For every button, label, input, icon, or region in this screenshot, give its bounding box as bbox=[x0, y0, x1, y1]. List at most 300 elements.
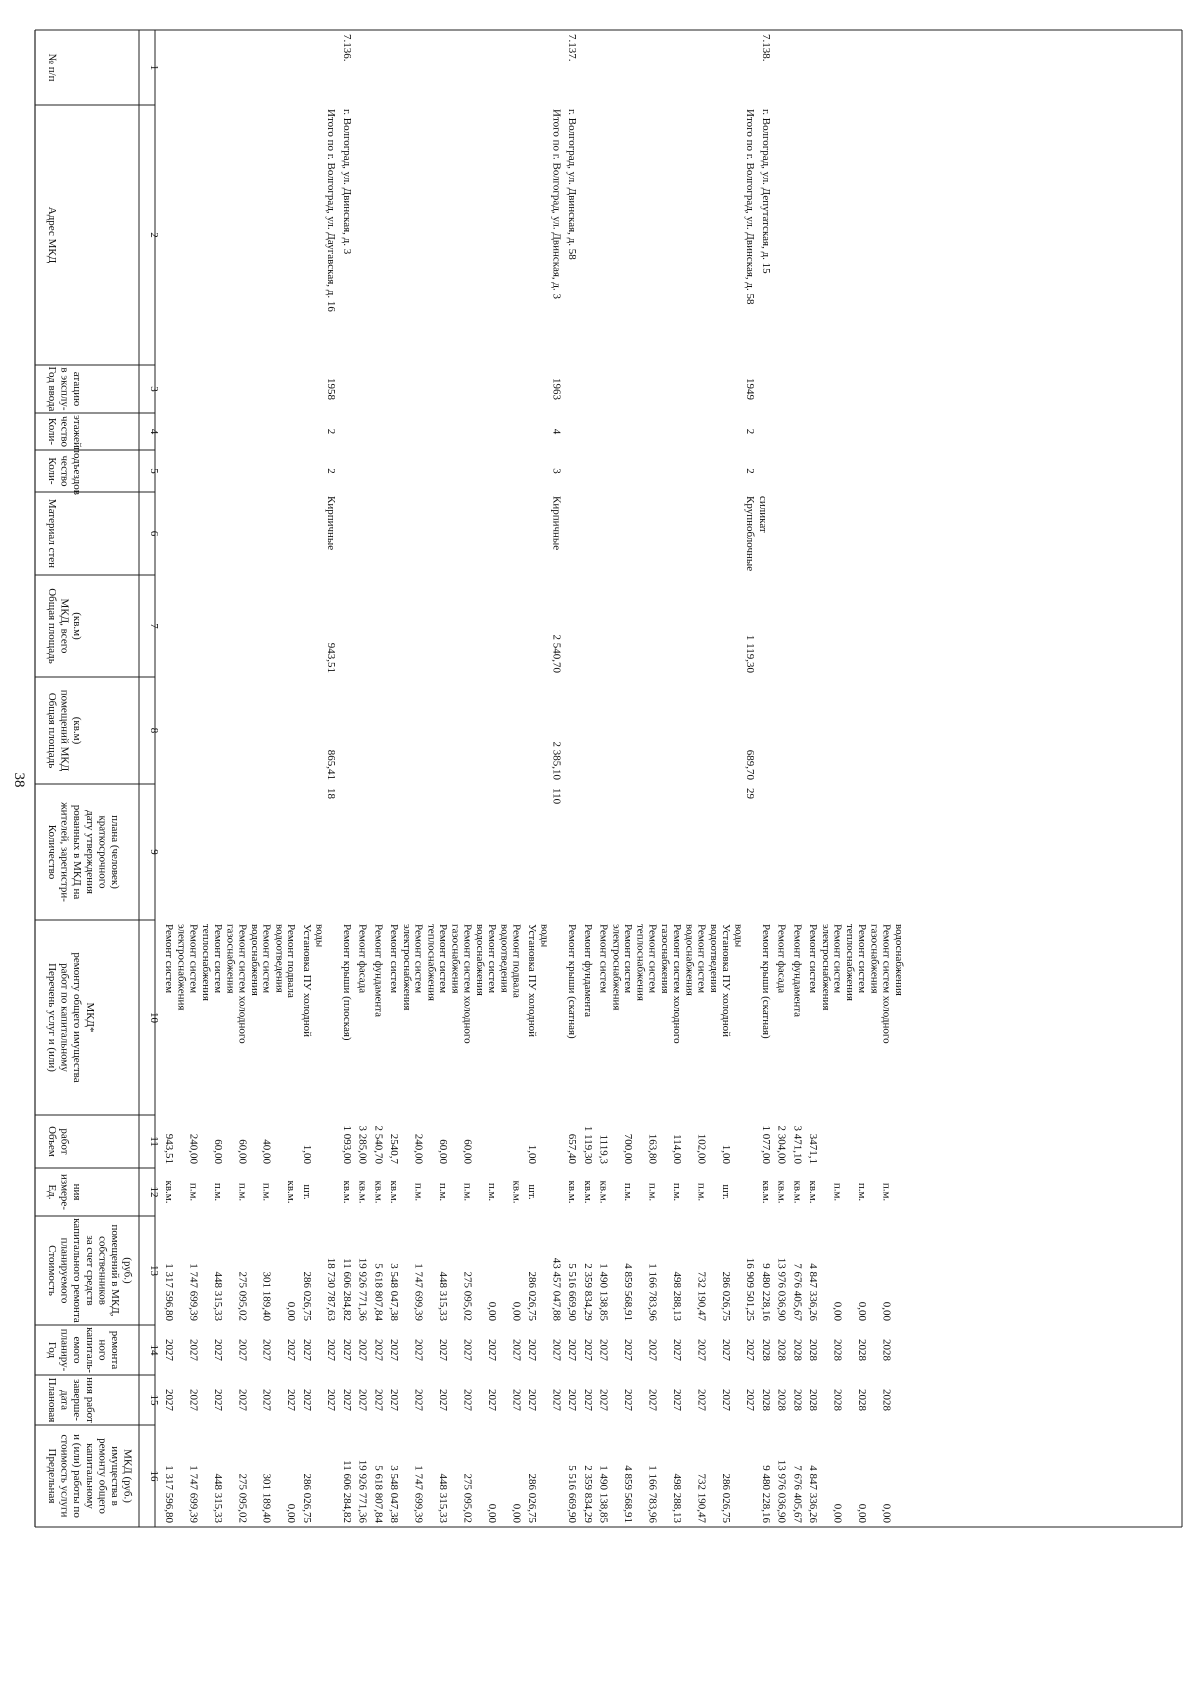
work-item: водоотведения bbox=[273, 924, 286, 993]
cell-value: кв.м. bbox=[775, 1180, 788, 1204]
cell-value: 1958 bbox=[325, 378, 338, 400]
cell-value: 60,00 bbox=[211, 1139, 224, 1164]
column-header: ремонта bbox=[109, 1330, 121, 1370]
cell-text: Кирпичные bbox=[550, 496, 563, 551]
cell-value: шт. bbox=[526, 1184, 539, 1200]
work-item: Ремонт фасада bbox=[775, 924, 788, 994]
cell-value: 275 095,02 bbox=[461, 1271, 474, 1321]
cell-value: 240,00 bbox=[412, 1133, 425, 1164]
cell-value: п.м. bbox=[211, 1182, 224, 1202]
cell-value: шт. bbox=[300, 1184, 313, 1200]
row-number: 7.137. bbox=[566, 34, 579, 62]
work-item: Ремонт систем bbox=[163, 924, 175, 994]
column-number: 13 bbox=[148, 1265, 160, 1276]
cell-value: 2027 bbox=[187, 1339, 200, 1361]
cell-value: 2027 bbox=[510, 1389, 523, 1411]
cell-value: 0,00 bbox=[880, 1301, 893, 1321]
cell-value: 2028 bbox=[807, 1389, 820, 1411]
cell-text: Крупноблочные bbox=[744, 496, 757, 572]
column-header: ремонту общего bbox=[96, 1438, 109, 1514]
work-item: Ремонт подвала bbox=[510, 924, 523, 998]
column-header: имущества в bbox=[109, 1446, 121, 1506]
cell-value: 2027 bbox=[461, 1339, 474, 1361]
work-item: водоотведения bbox=[498, 924, 511, 993]
cell-value: 4 859 568,91 bbox=[622, 1465, 635, 1523]
cell-value: 0,00 bbox=[856, 1503, 868, 1523]
cell-value: 1 490 138,85 bbox=[597, 1263, 610, 1321]
cell-value: 2027 bbox=[300, 1389, 313, 1411]
cell-value: 3 471,10 bbox=[791, 1125, 804, 1164]
cell-value: 1 093,00 bbox=[340, 1125, 353, 1164]
cell-value: 1963 bbox=[550, 378, 563, 400]
cell-value: 2028 bbox=[759, 1339, 772, 1361]
cell-value: 2027 bbox=[719, 1389, 732, 1411]
cell-value: 2027 bbox=[550, 1389, 563, 1411]
cell-value: 13 976 036,90 bbox=[775, 1459, 788, 1523]
cell-value: 2027 bbox=[437, 1389, 450, 1411]
cell-value: 286 026,75 bbox=[300, 1271, 313, 1321]
cell-value: 2027 bbox=[581, 1389, 594, 1411]
column-number: 15 bbox=[148, 1394, 160, 1406]
cell-value: 0,00 bbox=[285, 1301, 298, 1321]
cell-value: 2 bbox=[325, 468, 338, 474]
cell-value: 114,00 bbox=[670, 1134, 683, 1164]
cell-value: 2027 bbox=[372, 1339, 385, 1361]
row-number: 7.138. bbox=[759, 34, 772, 62]
cell-value: 2027 bbox=[646, 1339, 659, 1361]
column-header: измере- bbox=[58, 1174, 71, 1210]
cell-value: 286 026,75 bbox=[719, 1271, 732, 1321]
cell-value: 689,70 bbox=[744, 749, 757, 780]
cell-value: 448 315,33 bbox=[437, 1271, 450, 1321]
column-header: МКД, всего bbox=[58, 598, 71, 654]
cell-value: 13 976 036,90 bbox=[775, 1257, 788, 1321]
cell-value: 2027 bbox=[325, 1339, 338, 1361]
cell-value: 2027 bbox=[719, 1339, 732, 1361]
work-item: Ремонт фундамента bbox=[791, 924, 804, 1018]
cell-value: 275 095,02 bbox=[236, 1473, 249, 1523]
cell-value: 2027 bbox=[236, 1339, 249, 1361]
column-header: емого bbox=[71, 1336, 84, 1364]
cell-value: 2027 bbox=[550, 1339, 563, 1361]
cell-value: 2027 bbox=[356, 1339, 369, 1361]
column-header: рованных в МКД на bbox=[71, 804, 84, 900]
cell-value: 2027 bbox=[325, 1389, 338, 1411]
cell-value: 2 304,00 bbox=[775, 1125, 788, 1164]
cell-value: 110 bbox=[550, 788, 563, 805]
work-item: Ремонт фасада bbox=[356, 924, 369, 994]
cell-value: 2027 bbox=[485, 1339, 498, 1361]
cell-value: п.м. bbox=[437, 1182, 450, 1202]
cell-value: 286 026,75 bbox=[719, 1473, 732, 1523]
column-header: атацию bbox=[71, 371, 84, 407]
cell-value: п.м. bbox=[260, 1182, 273, 1202]
cell-text: силикат bbox=[756, 496, 769, 533]
column-header: (руб.) bbox=[121, 1257, 134, 1284]
cell-value: 2540,7 bbox=[388, 1133, 401, 1164]
address: г. Волгоград, ул. Двинская, д. 3 bbox=[340, 109, 353, 255]
cell-value: кв.м. bbox=[340, 1180, 353, 1204]
address: г. Волгоград, ул. Депутатская, д. 15 bbox=[759, 109, 772, 274]
cell-value: 0,00 bbox=[485, 1301, 498, 1321]
column-header: помещений в МКД, bbox=[109, 1224, 121, 1317]
work-item: электроснабжения bbox=[400, 924, 413, 1011]
work-item: Ремонт систем bbox=[831, 924, 844, 994]
cell-value: 0,00 bbox=[285, 1503, 298, 1523]
work-item: Ремонт систем bbox=[260, 924, 273, 994]
work-item: водоснабжения bbox=[893, 924, 906, 996]
cell-value: 2027 bbox=[566, 1339, 579, 1361]
column-header: Предельная bbox=[46, 1448, 58, 1504]
cell-value: 5 516 669,90 bbox=[566, 1465, 579, 1523]
cell-value: 2 359 834,29 bbox=[581, 1465, 594, 1523]
column-header: Ед. bbox=[46, 1184, 58, 1200]
work-item: Установка ПУ холодной bbox=[526, 924, 539, 1038]
work-item: воды bbox=[313, 924, 326, 948]
cell-value: 2027 bbox=[597, 1339, 610, 1361]
cell-value: 0,00 bbox=[485, 1503, 498, 1523]
work-item: Ремонт крыши (скатная) bbox=[759, 924, 772, 1039]
cell-value: 2027 bbox=[412, 1389, 425, 1411]
cell-value: 19 926 771,36 bbox=[356, 1459, 369, 1523]
column-header: собственников bbox=[96, 1236, 109, 1305]
cell-value: 2027 bbox=[597, 1389, 610, 1411]
cell-value: 1 747 699,39 bbox=[412, 1465, 425, 1523]
column-header: Коли- bbox=[46, 417, 58, 446]
cell-value: 5 516 669,90 bbox=[566, 1263, 579, 1321]
cell-value: кв.м. bbox=[356, 1180, 369, 1204]
column-header: Количество bbox=[46, 824, 58, 880]
column-header: жителей, зарегистри- bbox=[58, 802, 71, 902]
work-item: Ремонт систем холодного bbox=[880, 924, 893, 1044]
cell-value: кв.м. bbox=[510, 1180, 523, 1204]
work-item: Ремонт систем холодного bbox=[236, 924, 249, 1044]
column-header: заверше- bbox=[71, 1379, 84, 1421]
cell-value: 2 540,70 bbox=[550, 634, 563, 673]
work-item: теплоснабжения bbox=[425, 924, 438, 1001]
column-header: плана (человек) bbox=[109, 815, 121, 889]
cell-value: 9 480 228,16 bbox=[759, 1263, 772, 1321]
work-item: Ремонт подвала bbox=[285, 924, 298, 998]
cell-value: кв.м. bbox=[163, 1180, 175, 1204]
column-number: 1 bbox=[148, 64, 160, 71]
cell-value: 1 490 138,85 bbox=[597, 1465, 610, 1523]
column-header: (кв.м) bbox=[71, 716, 84, 745]
work-item: Ремонт систем bbox=[597, 924, 610, 994]
cell-value: 2028 bbox=[880, 1389, 893, 1411]
column-header: за счет средств bbox=[83, 1235, 96, 1306]
column-number: 9 bbox=[148, 849, 160, 855]
work-item: Ремонт крыши (скатная) bbox=[566, 924, 579, 1039]
cell-value: 60,00 bbox=[437, 1139, 450, 1164]
column-number: 4 bbox=[148, 428, 160, 435]
work-item: Установка ПУ холодной bbox=[719, 924, 732, 1038]
cell-value: 2027 bbox=[300, 1339, 313, 1361]
cell-value: 2027 bbox=[340, 1339, 353, 1361]
work-item: Ремонт систем bbox=[485, 924, 498, 994]
column-header: работ по капитальному bbox=[58, 963, 71, 1072]
cell-value: 2028 bbox=[807, 1339, 820, 1361]
cell-value: 16 909 501,25 bbox=[744, 1257, 757, 1321]
work-item: Ремонт крыши (плоская) bbox=[340, 924, 353, 1041]
cell-value: 4 859 568,91 bbox=[622, 1263, 635, 1321]
work-item: газоснабжения bbox=[449, 924, 462, 994]
column-header: и (или) работы по bbox=[71, 1434, 84, 1518]
cell-value: 2027 bbox=[211, 1339, 224, 1361]
column-header: капиталь- bbox=[83, 1327, 96, 1373]
cell-value: 7 676 405,67 bbox=[791, 1465, 804, 1523]
column-number: 10 bbox=[148, 1012, 160, 1023]
cell-value: 286 026,75 bbox=[300, 1473, 313, 1523]
column-header: Плановая bbox=[46, 1377, 58, 1423]
cell-value: 4 bbox=[550, 428, 563, 435]
cell-value: 498 288,13 bbox=[670, 1473, 683, 1523]
cell-value: 2 bbox=[744, 468, 757, 474]
column-header: Перечень услуг и (или) bbox=[46, 963, 58, 1072]
cell-value: 2028 bbox=[831, 1389, 844, 1411]
cell-value: 2028 bbox=[880, 1339, 893, 1361]
column-header: № п/п bbox=[46, 53, 58, 82]
work-item: Ремонт систем bbox=[622, 924, 635, 994]
column-header: чество bbox=[58, 455, 71, 487]
cell-value: 0,00 bbox=[510, 1301, 523, 1321]
cell-value: п.м. bbox=[236, 1182, 249, 1202]
column-header: (кв.м) bbox=[71, 612, 84, 640]
column-header: ного bbox=[96, 1339, 109, 1361]
cell-value: 102,00 bbox=[695, 1133, 708, 1164]
column-header: ния работ bbox=[83, 1377, 96, 1423]
cell-value: кв.м. bbox=[388, 1180, 401, 1204]
work-item: газоснабжения bbox=[868, 924, 881, 994]
cell-value: п.м. bbox=[412, 1182, 425, 1202]
work-item: водоснабжения bbox=[683, 924, 696, 996]
column-number: 6 bbox=[148, 530, 160, 537]
cell-value: 301 189,40 bbox=[260, 1473, 273, 1523]
column-header: Объем bbox=[46, 1126, 58, 1157]
work-item: Ремонт систем bbox=[187, 924, 200, 994]
cell-value: 286 026,75 bbox=[526, 1271, 539, 1321]
cell-value: 2028 bbox=[775, 1339, 788, 1361]
cell-value: 275 095,02 bbox=[461, 1473, 474, 1523]
work-item: Ремонт систем bbox=[437, 924, 450, 994]
address: Итого по г. Волгоград, ул. Двинская, д. 58 bbox=[744, 109, 757, 305]
cell-value: 19 926 771,36 bbox=[356, 1257, 369, 1321]
column-number: 5 bbox=[148, 468, 160, 474]
cell-value: кв.м. bbox=[372, 1180, 385, 1204]
cell-value: 2027 bbox=[646, 1389, 659, 1411]
cell-value: 2027 bbox=[285, 1339, 298, 1361]
cell-value: 732 190,47 bbox=[695, 1271, 708, 1321]
cell-value: 2027 bbox=[437, 1339, 450, 1361]
work-item: водоснабжения bbox=[474, 924, 487, 996]
cell-value: 1 077,00 bbox=[759, 1125, 772, 1164]
work-item: теплоснабжения bbox=[844, 924, 857, 1001]
cell-value: 2028 bbox=[831, 1339, 844, 1361]
column-header: работ bbox=[58, 1128, 71, 1155]
cell-value: 1,00 bbox=[300, 1144, 313, 1164]
work-item: газоснабжения bbox=[659, 924, 672, 994]
column-header: капитальному bbox=[83, 1443, 96, 1509]
column-header: дата bbox=[58, 1389, 71, 1411]
cell-value: 2027 bbox=[744, 1389, 757, 1411]
work-item: газоснабжения bbox=[224, 924, 237, 994]
cell-value: 60,00 bbox=[461, 1139, 474, 1164]
cell-value: 2027 bbox=[163, 1389, 175, 1411]
cell-value: 3 548 047,38 bbox=[388, 1465, 401, 1523]
column-header: Год bbox=[46, 1341, 58, 1359]
cell-value: шт. bbox=[719, 1184, 732, 1200]
cell-value: кв.м. bbox=[285, 1180, 298, 1204]
cell-value: 448 315,33 bbox=[211, 1271, 224, 1321]
column-header: планируемого bbox=[58, 1237, 71, 1304]
cell-value: 2027 bbox=[695, 1389, 708, 1411]
column-header: Общая площадь bbox=[46, 588, 58, 664]
work-item: электроснабжения bbox=[175, 924, 188, 1011]
cell-value: 732 190,47 bbox=[695, 1473, 708, 1523]
cell-value: 2027 bbox=[372, 1389, 385, 1411]
column-header: краткосрочного bbox=[96, 815, 109, 889]
cell-value: 2027 bbox=[260, 1339, 273, 1361]
work-item: Ремонт фундамента bbox=[372, 924, 385, 1018]
work-item: теплоснабжения bbox=[634, 924, 647, 1001]
cell-value: 2028 bbox=[775, 1389, 788, 1411]
cell-value: 3 bbox=[550, 468, 563, 474]
column-header: Коли- bbox=[46, 457, 58, 485]
cell-value: 0,00 bbox=[880, 1503, 893, 1523]
cell-value: 3 285,00 bbox=[356, 1125, 369, 1164]
cell-value: 1,00 bbox=[719, 1144, 732, 1164]
column-number: 8 bbox=[148, 727, 160, 734]
cell-value: кв.м. bbox=[759, 1180, 772, 1204]
work-item: Ремонт систем холодного bbox=[461, 924, 474, 1044]
page-number: 38 bbox=[11, 772, 27, 788]
cell-value: 865,41 bbox=[325, 749, 338, 780]
column-header: подъездов bbox=[71, 447, 84, 495]
cell-value: 2028 bbox=[791, 1389, 804, 1411]
cell-value: 1,00 bbox=[526, 1144, 539, 1164]
column-header: стоимость услуги bbox=[58, 1434, 71, 1518]
cell-value: 2027 bbox=[236, 1389, 249, 1411]
cell-value: п.м. bbox=[670, 1182, 683, 1202]
cell-value: п.м. bbox=[831, 1182, 844, 1202]
cell-value: 2027 bbox=[566, 1389, 579, 1411]
cell-value: 2 540,70 bbox=[372, 1125, 385, 1164]
cell-value: 163,80 bbox=[646, 1133, 659, 1164]
cell-value: 498 288,13 bbox=[670, 1271, 683, 1321]
work-item: теплоснабжения bbox=[200, 924, 213, 1001]
cell-value: 943,51 bbox=[325, 642, 338, 673]
work-item: Ремонт систем bbox=[388, 924, 401, 994]
address: Итого по г. Волгоград, ул. Двинская, д. 3 bbox=[550, 109, 563, 299]
cell-value: п.м. bbox=[695, 1182, 708, 1202]
work-item: Ремонт систем bbox=[211, 924, 224, 994]
column-header: ния bbox=[71, 1183, 84, 1201]
cell-value: 2027 bbox=[510, 1339, 523, 1361]
work-item: Ремонт систем bbox=[646, 924, 659, 994]
cell-value: 2 385,10 bbox=[550, 741, 563, 780]
cell-value: 0,00 bbox=[831, 1503, 844, 1523]
cell-value: 2027 bbox=[695, 1339, 708, 1361]
cell-value: 240,00 bbox=[187, 1133, 200, 1164]
column-number: 3 bbox=[148, 386, 160, 392]
cell-value: 29 bbox=[744, 788, 757, 799]
cell-value: п.м. bbox=[880, 1182, 893, 1202]
cell-value: 1 166 783,96 bbox=[646, 1263, 659, 1321]
cell-value: 2027 bbox=[163, 1339, 175, 1361]
cell-value: 0,00 bbox=[831, 1301, 844, 1321]
column-header: в эксплу- bbox=[58, 367, 71, 411]
cell-value: 40,00 bbox=[260, 1139, 273, 1164]
cell-value: 275 095,02 bbox=[236, 1271, 249, 1321]
cell-value: 1 166 783,96 bbox=[646, 1465, 659, 1523]
cell-value: 1 747 699,39 bbox=[412, 1263, 425, 1321]
work-item: Ремонт систем bbox=[807, 924, 820, 994]
cell-value: 2027 bbox=[526, 1389, 539, 1411]
cell-value: 2027 bbox=[581, 1339, 594, 1361]
column-header: Год ввода bbox=[46, 366, 58, 412]
cell-value: 2027 bbox=[622, 1339, 635, 1361]
cell-value: 11 606 284,82 bbox=[340, 1460, 353, 1523]
cell-value: 3 548 047,38 bbox=[388, 1263, 401, 1321]
cell-value: 301 189,40 bbox=[260, 1271, 273, 1321]
column-header: дату утверждения bbox=[83, 810, 96, 894]
cell-value: 5 618 807,84 bbox=[372, 1263, 385, 1321]
work-item: водоснабжения bbox=[248, 924, 261, 996]
cell-value: 2027 bbox=[412, 1339, 425, 1361]
cell-value: 2027 bbox=[485, 1389, 498, 1411]
cell-value: п.м. bbox=[461, 1182, 474, 1202]
work-item: Ремонт систем холодного bbox=[670, 924, 683, 1044]
column-number: 2 bbox=[148, 232, 160, 238]
cell-value: 448 315,33 bbox=[211, 1473, 224, 1523]
work-item: электроснабжения bbox=[819, 924, 832, 1011]
cell-value: 9 480 228,16 bbox=[759, 1465, 772, 1523]
cell-value: 700,00 bbox=[622, 1133, 635, 1164]
column-number: 16 bbox=[148, 1470, 160, 1482]
cell-value: 2 359 834,29 bbox=[581, 1263, 594, 1321]
cell-value: 2027 bbox=[526, 1339, 539, 1361]
column-number: 12 bbox=[148, 1186, 160, 1198]
cell-value: 2027 bbox=[670, 1389, 683, 1411]
column-header: капитального ремонта bbox=[71, 1218, 84, 1323]
cell-value: 18 730 787,63 bbox=[325, 1257, 338, 1321]
cell-value: 2 bbox=[744, 428, 757, 435]
cell-value: п.м. bbox=[187, 1182, 200, 1202]
cell-value: 4 847 336,26 bbox=[807, 1465, 820, 1523]
cell-value: 2027 bbox=[260, 1389, 273, 1411]
cell-value: 2027 bbox=[340, 1389, 353, 1411]
column-number: 11 bbox=[148, 1136, 160, 1147]
cell-value: 0,00 bbox=[856, 1301, 868, 1321]
column-header: помещений МКД bbox=[58, 689, 71, 772]
work-item: воды bbox=[732, 924, 745, 948]
cell-value: кв.м. bbox=[807, 1180, 820, 1204]
work-item: водоотведения bbox=[707, 924, 720, 993]
cell-value: кв.м. bbox=[597, 1180, 610, 1204]
work-item: Установка ПУ холодной bbox=[300, 924, 313, 1038]
cell-value: 3471,1 bbox=[807, 1133, 820, 1164]
cell-value: 2027 bbox=[622, 1389, 635, 1411]
work-item: воды bbox=[538, 924, 551, 948]
cell-value: кв.м. bbox=[566, 1180, 579, 1204]
cell-value: 448 315,33 bbox=[437, 1473, 450, 1523]
column-number: 7 bbox=[148, 623, 160, 629]
cell-value: 2028 bbox=[759, 1389, 772, 1411]
cell-value: 943,51 bbox=[163, 1133, 175, 1164]
cell-value: 43 457 047,88 bbox=[550, 1257, 563, 1321]
cell-value: 2027 bbox=[744, 1339, 757, 1361]
column-header: ремонту общего имущества bbox=[71, 952, 84, 1083]
